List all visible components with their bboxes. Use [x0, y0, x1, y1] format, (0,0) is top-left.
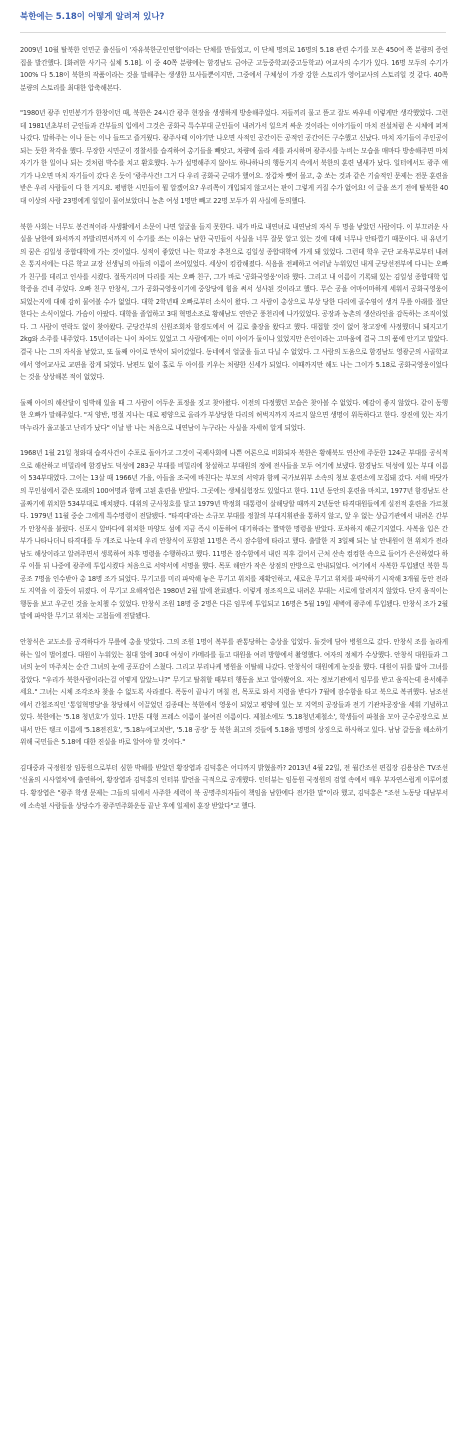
paragraph-5: 1968년 1월 21일 청와대 습격사건이 수포로 돌아가고 그것이 국제사회에 나쁜 여론으로 비화되자 북한은 황해북도 연산에 주둔한 124군 부대를 공식적으로 해산하고 비밀리에 함경남도 덕성에 283군 부대를 비밀리에 창설하고 부대원의 정예 전사들을 모두 여기에 보냈다. 함경남도 덕성에 있는 부대 이름이 534부대였다. 그이는 13살 때 1966년 가을, 아들을 조국에 바친다는 부모의 서약과 함께 국가보위부 소속의 청보 훈련소에 모집돼 갔다. 서해 바닷가의 무인섬에서 같은 또래의 100여명과 함께 고된 훈련을 받았다. 그곳에는 생체실험장도 있었다고 한다. 11년 동안의 훈련을 마치고, 1977년 함경남도 산골짜기에 위치한 534부대로 배치됐다. 대위의 군사칭호를 달고 1979년 박정희 대통령이 살해당할 때까지 2년동안 타격대원들에게 실전적 훈련을 가르쳤다. 1979년 11월 중순 그에게 특수명령이 전달됐다. "타격대'라는 소규모 부대를 정찰의 부대지휘관을 통하지 않고, 앞 우 없는 상급기관에서 내려온 간부가 안창식을 불렀다. 신포시 앞바다에 위치한 마양도 섬에 지금 즉시 이동하여 대기하라는 짤막한 명령을 받았다. 포차하지 해군기지였다. 사복을 입은 간부가 나타나더니 타격대를 두 개조로 나눈데 우리 안창식이 포함된 11명은 즉시 잠수함에 타라고 했다. 출발한 지 3일째 되는 날 안내원이 현 위치가 전라남도 해상이라고 알려주면서 생록하여 차후 명령을 수행하라고 했다. 11명은 잠수함에서 내린 직후 걸어서 근처 산속 컴컴한 속으로 들어가 은신하였다 하루 이틀 뒤 나중에 광주에 투입시켰다 처음으로 서약서에 서명을 했다. 목포 해안가 작은 상점의 안방으로 안내되었다. 여기에서 사복한 투입됐던 북한 특공조 7명을 인수받아 총 18명 조가 되었다. 무기고를 미리 파악해 놓은 무기고 위치를 재확인하고, 새로운 무기고 위치를 파악하기 시작해 3개월 동안 전라도 지역을 이 잡듯이 뒤졌다. 이 무기고 요해작업은 1980년 2월 말에 완료됐다. 이렇게 점조직으로 내려온 부대는 서로에 알려지지 않았다. 단지 움직이는 행동을 보고 우군인 것을 눈치챌 수 있었다. 안창식 조원 18명 중 2명은 다른 임무에 투입되고 16명은 5월 19일 새벽에 광주에 투입됐다. 안창식 조가 2월 말에 파악한 무기고 위치는 고첩들에 전달됐다. [20, 449, 448, 621]
article-title: 북한에는 5.18이 어떻게 알려져 있나? [20, 12, 165, 22]
paragraph-3: 북한 사회는 너무도 봉건적이라 사생활에서 소문이 나면 얼굴을 들지 못한다. 내가 바로 내연녀로 내연남의 자식 두 명을 낳았던 사람이다. 이 부끄러운 사실을 남한에 와서까지 까발리면서까지 이 수기를 쓰는 이유는 남한 국민들이 사실을 너무 잘못 알고 있는 것에 대해 너무나 안타깝기 때문이다. 내 유년기의 꿈은 김일성 종합대학에 가는 것이었다. 성적이 좋았던 나는 학교장 추천으로 김일성 종합대학에 가게 돼 있었다. 그런데 학우 군단 교육부로부터 내려온 통지서에는 다른 학교 교장 선생님의 아들의 이름이 쓰여있었다. 세상이 킴캄해졌다. 식음을 전폐하고 여러날 누워있던 내게 군당선전부에 다니는 오빠가 친구를 데리고 인사를 시켰다. 절뚝거리며 다리를 저는 오빠 친구, 그가 바로 '공화국영웅'이라 했다. 그리고 내 이름이 기록돼 있는 김일성 종합대학 입학증을 건네 주었다. 오빠 친구 안창식, 그가 공화국영웅이기에 중앙당에 힘을 써서 성사된 것이라고 했다. 무슨 공을 어마어마하게 세워서 공화국영웅이 되었는지에 대해 감히 물어볼 수가 없었다. 대학 2학년때 오빠로부터 소식이 왔다. 그 사람이 총상으로 부상 당한 다리에 골수염이 생겨 무릎 아래를 절단한다는 소식이었다. 가슴이 아팠다. 대학을 졸업하고 3대 혁명소조로 황해남도 연안군 풍천리에 나가있었다. 공장과 농촌의 생산라인을 감독하는 조직이었다. 그 사람이 연락도 없이 찾아왔다. 군당간부의 신원조회차 함경도에서 여 길로 출장을 왔다고 했다. 대접할 것이 없어 창고장에 사정했더니 돼지고기 2kg와 소주를 내주었다. 15년이라는 나이 차이도 있었고 그 사람에게는 이미 아이가 둘이나 있었지만 은인이라는 고마움에 결국 그의 품에 안기고 말았다. 결국 나는 그의 자식을 낳았고, 또 둘째 아이로 만삭이 되어갔었다. 동네에서 얼굴을 들고 다닐 수 없었다. 그 사람의 도움으로 함경남도 영광군의 시골학교에서 영어교사로 교편을 잡게 되었다. 남편도 없이 홀로 두 아이를 키우는 처량한 신세가 되었다. 이때까지만 해도 나는 그이가 5.18로 공화국영웅이었다는 것을 상상해본 적이 없었다. [20, 222, 448, 382]
paragraph-6: 안창식은 교도소를 공격하다가 무릎에 총을 맞았다. 그의 조원 1명이 복부를 관통당하는 총상을 입었다. 둘것에 담아 병원으로 갔다. 안창식 조를 놀라게 하는 일이 벌어졌다. 대원이 누워있는 침대 앞에 30대 여성이 카메라를 들고 대원을 여러 방향에서 촬영했다. 여자의 정체가 수상했다. 안창식 대원들과 그녀의 눈이 마주치는 순간 그녀의 눈에 공포감이 스쳤다. 그리고 부리나케 병원을 이탈해 나갔다. 안창식이 대원에게 눈짓을 했다. 대원이 뒤를 밟아 그녀를 잡았다. "우리가 북한사람이라는걸 어떻게 알았느냐?" 무기고 탈취할 때부터 행동을 보고 알아봤어요. 저는 정보기관에서 임무를 받고 움직는데 용서해주세요." 그녀는 시체 조각조차 찾을 수 없도록 사라졌다. 폭동이 끝나기 며칠 전, 목포로 와서 지령을 받다가 7월에 잠수함을 타고 북으로 복귀했다. 남조선에서 간첩조직인 '통일혁명당'을 창당해서 이끌었던 김종태는 북한에서 영웅이 되었고 평양에 있는 모 지역의 공장들과 전기 기관차공장'을 세워 기념하고 있다. 북한에는 '5.18 청년호'가 있다. 1만톤 대형 프레스 이름이 붙여진 이름이다. 제철소에도 '5.18청년제철소', 학생들이 파철을 모아 군수공장으로 보내서 만든 탱크 이름에 '5.18전진호', '5.18누에고치반', '5.18 공장' 등 북한 최고의 것들에 5.18을 명명의 상징으로 하사하고 있다. 남남 갈등을 해소하기 위해 국민들은 5.18에 대한 진실을 바로 알아야 할 것이다." [20, 637, 448, 747]
paragraph-2: "1980년 광주 인민봉기가 한창이던 때, 북한은 24시간 광주 현장을 생생하게 방송해주었다. 저들끼리 물고 뜯고 잘도 싸우네 이렇게만 생각했었다. 그런데 1981년초부터 군인들과 간부들의 입에서 그것은 공화국 특수부대 군인들이 내려가서 일으켜 싸운 것이라는 이야기들이 마치 전설처럼 은 시체에 퍼져나갔다. 말하주는 이나 듣는 이나 들뜨고 즐거웠다. 광주사태 이야기만 나오면 사적인 공간이든 공적인 공간이든 구수했고 신났다. 마치 자기들이 주인공이 되는 듯한 착각을 했다. 무장한 시민군이 경찰서를 습격하여 총기들을 빼앗고, 차량에 올라 세를 과시하며 광주시를 누비는 모습을 매마다 방송해주면 마치 자기가 한 일이나 되는 것처럼 박수를 치고 환호했다. 누가 설명해주지 않아도 하나하나의 행동거지 속에서 북한의 훈련 냄새가 났다. 일터에서도 광주 얘기가 나오면 마치 자기들이 갔다 온 듯이 '광주사건! 그거 다 우리 공화국 군대가 했어요. 장갑차 뺏어 몰고, 총 쏘는 것과 같은 기술적인 문제는 전문 훈련을 받은 우리 사람들이 다 한 거지요. 평범한 시민들이 뭘 알겠어요? 우리쪽이 개입되지 않고서는 판이 그렇게 커질 수가 없어요! 이 글을 쓰기 전에 탈북한 40대 이상의 사람 23명에게 일일이 물어보았더니 농촌 여성 1명만 빼고 22명 모두가 위 사실에 동의했다. [20, 109, 448, 206]
article-body [20, 44, 448, 812]
paragraph-4: 둘째 아이의 해산달이 임박해 있을 때 그 사람이 어두운 표정을 짓고 찾아왔다. 이전의 다정했던 모습은 찾아볼 수 없었다. 예감이 좋지 않았다. 같이 동행한 오빠가 말해주었다. "저 양반, 명절 지나는 대로 평양으로 올라가 부상당한 다리의 허벅지까지 자르지 않으면 생명이 위독하다고 한다. 장진에 있는 자기 마누라가 울고불고 난리가 났다" 이날 밤 나는 처음으로 내연남이 누구라는 사실을 자세히 알게 되었다. [20, 398, 448, 432]
title-bar [20, 6, 446, 33]
paragraph-1: 2009년 10월 탈북한 인민군 출신들이 '자유북한군인연합'이라는 단체를 만들었고, 이 단체 명의로 16명의 5.18 관련 수기를 모은 450여 쪽 분량의 증언집을 발간했다. [화려한 사기극 실체 5.18]. 이 중 40쪽 분량에는 함경남도 금야군 고등중학교(중고등학교) 여교사의 수기가 있다. 16명 모두의 수기가 100% 다 5.18이 북한의 작품이라는 것을 말해주는 생생한 묘사들뿐이지만, 그중에서 구체성이 가장 강한 스토리가 영어교사의 스토리일 것 같다. 40쪽 분량의 스토리를 최대한 압축해본다. [20, 46, 448, 92]
paragraph-7: 김대중과 국정원장 임동원으로부터 심한 박해를 받았던 황장엽과 김덕홍은 어디까지 밝혔을까? 2013년 4월 22일, 전 월간조선 편집장 김용삼은 TV조선 '신율의 시사열차'에 출연하여, 황장엽과 김덕홍의 인터뷰 발언을 극적으로 공개했다. 인터뷰는 임동원 국정원의 검열 속에서 매우 부자연스럽게 이루어졌다. 황장엽은 "광주 학생 문제는 그들의 뒤에서 사주한 세력이 북 공명주의자들이 책임을 남한에다 전가한 말"이라 했고, 김덕홍은 "조선 노동당 대남부서에 소속된 사람들을 상당수가 광주민주화운동 끝난 후에 일제히 훈장 받았다"고 했다. [20, 763, 448, 810]
